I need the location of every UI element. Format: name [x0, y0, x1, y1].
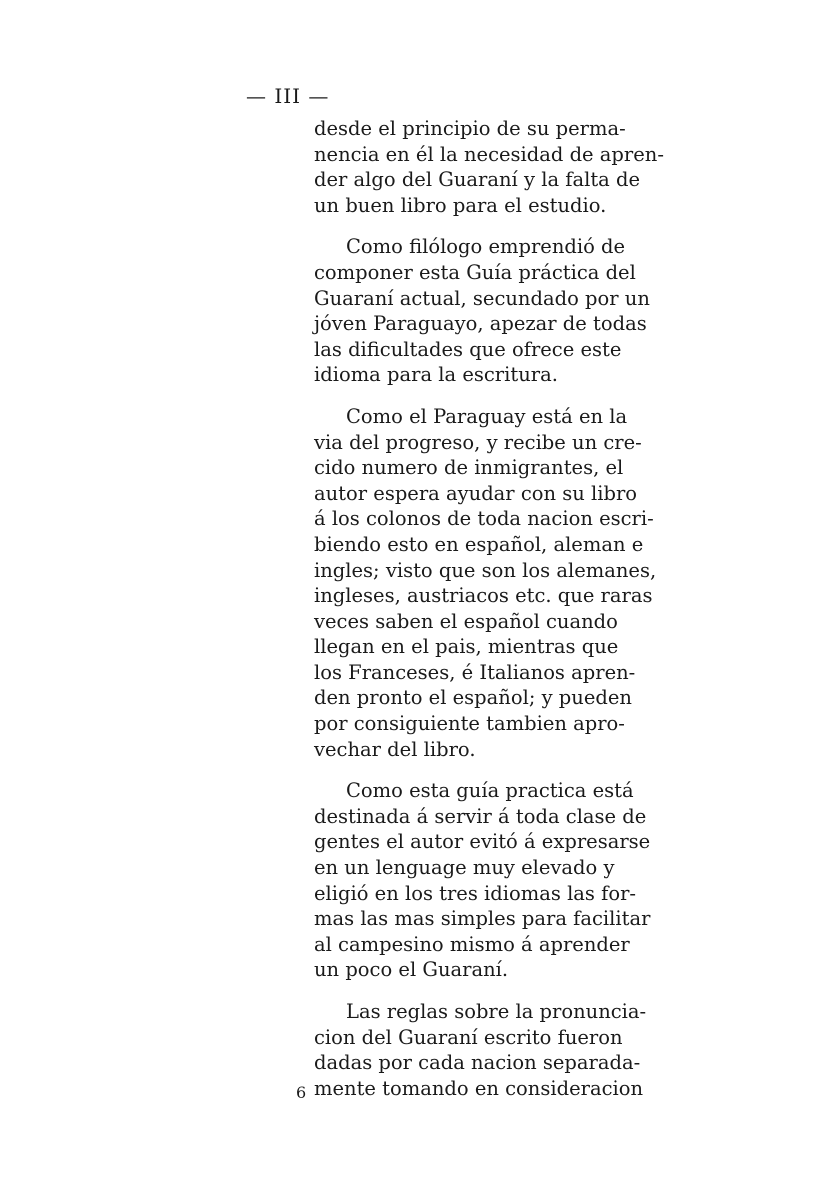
text-line: componer esta Guía práctica del — [314, 260, 636, 284]
text-line: los Franceses, é Italianos apren- — [314, 660, 636, 684]
text-line: jóven Paraguayo, apezar de todas — [314, 312, 647, 336]
text-line: un buen libro para el estudio. — [314, 193, 607, 217]
text-line: Como esta guía practica está — [346, 779, 634, 803]
text-line: Como filólogo emprendió de — [346, 235, 626, 259]
page-number: 6 — [296, 1083, 307, 1102]
text-line: las dificultades que ofrece este — [314, 337, 622, 361]
text-line: eligió en los tres idiomas las for- — [314, 881, 637, 905]
text-line: mente tomando en consideracion — [314, 1076, 644, 1100]
text-line: gentes el autor evitó á expresarse — [314, 830, 651, 854]
text-line: ingles; visto que son los alemanes, — [314, 558, 657, 582]
text-line: cido numero de inmigrantes, el — [314, 456, 624, 480]
text-line: al campesino mismo á aprender — [314, 932, 630, 956]
text-line: mas las mas simples para facilitar — [314, 907, 651, 931]
text-line: veces saben el español cuando — [314, 609, 618, 633]
text-line: der algo del Guaraní y la falta de — [314, 168, 641, 192]
text-line: Las reglas sobre la pronuncia- — [346, 1000, 647, 1023]
text-line: den pronto el español; y pueden — [314, 686, 632, 710]
text-line: á los colonos de toda nacion escri- — [314, 507, 654, 531]
text-line: dadas por cada nacion separada- — [314, 1051, 641, 1075]
text-line: Guaraní actual, secundado por un — [314, 286, 650, 310]
text-line: vechar del libro. — [314, 737, 476, 761]
text-line: llegan en el pais, mientras que — [314, 635, 619, 659]
paragraph-1 — [314, 116, 664, 218]
paragraph-4 — [314, 778, 651, 983]
text-line: Como el Paraguay está en la — [346, 404, 628, 428]
text-line: via del progreso, y recibe un cre- — [314, 430, 642, 454]
text-line: idioma para la escritura. — [314, 363, 558, 387]
text-line: desde el principio de su perma- — [314, 117, 626, 140]
paragraph-5 — [314, 999, 647, 1101]
page-header: — III — — [246, 84, 330, 108]
text-line: destinada á servir á toda clase de — [314, 804, 647, 828]
paragraph-3 — [314, 404, 657, 762]
text-line: por consiguiente tambien apro- — [314, 712, 625, 736]
text-line: un poco el Guaraní. — [314, 958, 509, 982]
text-line: biendo esto en español, aleman e — [314, 532, 644, 556]
text-line: cion del Guaraní escrito fueron — [314, 1025, 623, 1049]
text-line: ingleses, austriacos etc. que raras — [314, 584, 653, 608]
text-line: autor espera ayudar con su libro — [314, 481, 638, 505]
text-line: nencia en él la necesidad de apren- — [314, 142, 664, 166]
body-text — [314, 116, 664, 1117]
paragraph-2 — [314, 234, 650, 388]
text-line: en un lenguage muy elevado y — [314, 856, 615, 880]
